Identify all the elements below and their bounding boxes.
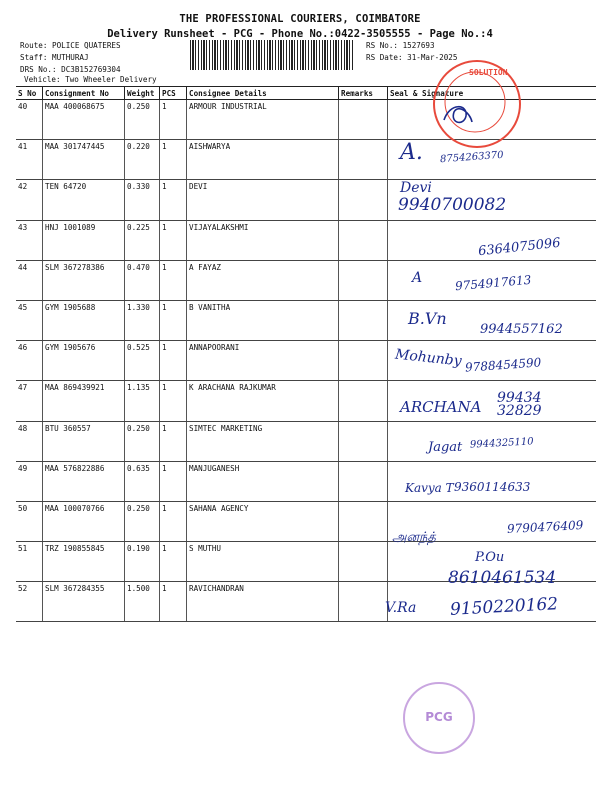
cell-sno: 47 [16, 381, 43, 421]
signature-phone-52: 9150220162 [449, 594, 559, 620]
signature-phone-43: 6364075096 [477, 235, 562, 260]
cell-consignment: GYM 1905676 [43, 341, 125, 381]
cell-remarks [339, 542, 388, 582]
col-remarks: Remarks [339, 87, 388, 100]
rs-number: RS No.: 1527693 [366, 41, 435, 50]
signature-phone-47: 99434 32829 [497, 390, 542, 419]
cell-consignee: DEVI [187, 180, 339, 220]
cell-sno: 43 [16, 220, 43, 260]
cell-consignee: ARMOUR INDUSTRIAL [187, 100, 339, 140]
cell-pcs: 1 [160, 542, 187, 582]
stamp-text: SOLUTION [469, 68, 508, 77]
cell-pcs: 1 [160, 260, 187, 300]
drs-number: DRS No.: DC3B152769304 [20, 65, 121, 74]
signature-name-42: Devi [400, 180, 432, 196]
cell-remarks [339, 582, 388, 622]
signature-mark: A. [400, 140, 423, 165]
cell-consignment: BTU 360557 [43, 421, 125, 461]
cell-remarks [339, 300, 388, 340]
table-row [16, 180, 596, 220]
cell-consignment: MAA 400068675 [43, 100, 125, 140]
table-row [16, 140, 596, 180]
signature-phone-50: 9790476409 [506, 518, 584, 536]
cell-pcs: 1 [160, 501, 187, 541]
cell-remarks [339, 220, 388, 260]
col-consignee: Consignee Details [187, 87, 339, 100]
col-consignment: Consignment No [43, 87, 125, 100]
signature-name-49: Kavya T [405, 481, 454, 495]
cell-pcs: 1 [160, 100, 187, 140]
signature-mark: B.Vn [408, 309, 447, 328]
cell-consignee: B VANITHA [187, 300, 339, 340]
cell-weight: 0.250 [125, 421, 160, 461]
signature-mark: A [412, 270, 423, 286]
cell-remarks [339, 180, 388, 220]
signature-phone-41: 8754263370 [439, 149, 504, 166]
signature-mark: அனந்த் [392, 530, 436, 545]
cell-remarks [339, 421, 388, 461]
cell-remarks [339, 140, 388, 180]
cell-consignment: SLM 367284355 [43, 582, 125, 622]
cell-pcs: 1 [160, 180, 187, 220]
signature-mark: Jagat [428, 440, 463, 455]
cell-consignee: K ARACHANA RAJKUMAR [187, 381, 339, 421]
vehicle-label: Vehicle: Two Wheeler Delivery [24, 75, 157, 84]
cell-remarks [339, 100, 388, 140]
col-pcs: PCS [160, 87, 187, 100]
cell-pcs: 1 [160, 140, 187, 180]
cell-consignment: SLM 367278386 [43, 260, 125, 300]
signature-phone-42: 9940700082 [398, 195, 507, 215]
cell-pcs: 1 [160, 381, 187, 421]
col-signature: Seal & Signature [388, 87, 597, 100]
cell-remarks [339, 341, 388, 381]
cell-consignee: SAHANA AGENCY [187, 501, 339, 541]
cell-sno: 51 [16, 542, 43, 582]
cell-consignment: TRZ 190855845 [43, 542, 125, 582]
cell-sno: 40 [16, 100, 43, 140]
col-sno: S No [16, 87, 43, 100]
cell-consignment: MAA 869439921 [43, 381, 125, 421]
cell-sno: 48 [16, 421, 43, 461]
cell-sno: 44 [16, 260, 43, 300]
cell-consignee: RAVICHANDRAN [187, 582, 339, 622]
pcg-seal [403, 682, 475, 754]
signature-phone-48: 9944325110 [469, 436, 534, 451]
signature-scribble-icon [440, 100, 476, 130]
seal-text: PCG [425, 710, 453, 724]
cell-pcs: 1 [160, 582, 187, 622]
cell-sno: 45 [16, 300, 43, 340]
cell-consignment: TEN 64720 [43, 180, 125, 220]
cell-weight: 0.635 [125, 461, 160, 501]
cell-consignment: MAA 100070766 [43, 501, 125, 541]
company-title: THE PROFESSIONAL COURIERS, COIMBATORE [179, 13, 421, 25]
cell-consignment: HNJ 1001089 [43, 220, 125, 260]
cell-weight: 0.470 [125, 260, 160, 300]
barcode [190, 40, 355, 70]
col-weight: Weight [125, 87, 160, 100]
cell-weight: 1.330 [125, 300, 160, 340]
signature-name-47: ARCHANA [400, 398, 482, 416]
cell-consignee: MANJUGANESH [187, 461, 339, 501]
cell-weight: 0.220 [125, 140, 160, 180]
cell-consignment: MAA 576822886 [43, 461, 125, 501]
cell-weight: 0.225 [125, 220, 160, 260]
signature-phone-44: 9754917613 [454, 272, 532, 294]
cell-consignment: GYM 1905688 [43, 300, 125, 340]
route-label: Route: POLICE QUATERES [20, 41, 121, 50]
cell-sno: 46 [16, 341, 43, 381]
cell-consignee: SIMTEC MARKETING [187, 421, 339, 461]
cell-sno: 50 [16, 501, 43, 541]
cell-weight: 0.250 [125, 501, 160, 541]
cell-consignment: MAA 301747445 [43, 140, 125, 180]
signature-mark: P.Ou [475, 550, 505, 565]
signature-mark: Mohunby [394, 346, 463, 370]
cell-consignee: ANNAPOORANI [187, 341, 339, 381]
cell-pcs: 1 [160, 300, 187, 340]
cell-pcs: 1 [160, 421, 187, 461]
cell-consignee: VIJAYALAKSHMI [187, 220, 339, 260]
cell-remarks [339, 461, 388, 501]
cell-weight: 0.525 [125, 341, 160, 381]
cell-consignee: S MUTHU [187, 542, 339, 582]
cell-weight: 1.500 [125, 582, 160, 622]
cell-remarks [339, 381, 388, 421]
cell-weight: 0.330 [125, 180, 160, 220]
runsheet-title: Delivery Runsheet - PCG - Phone No.:0422-3505555 - Page No.:4 [107, 28, 493, 40]
cell-weight: 0.250 [125, 100, 160, 140]
cell-weight: 0.190 [125, 542, 160, 582]
cell-pcs: 1 [160, 341, 187, 381]
staff-label: Staff: MUTHURAJ [20, 53, 89, 62]
signature-phone-49: 9360114633 [454, 480, 531, 494]
cell-pcs: 1 [160, 461, 187, 501]
cell-weight: 1.135 [125, 381, 160, 421]
cell-sno: 52 [16, 582, 43, 622]
cell-pcs: 1 [160, 220, 187, 260]
cell-sno: 42 [16, 180, 43, 220]
cell-sno: 41 [16, 140, 43, 180]
runsheet-table [16, 86, 596, 622]
signature-phone-46: 9788454590 [464, 355, 542, 375]
cell-sno: 49 [16, 461, 43, 501]
cell-remarks [339, 501, 388, 541]
signature-phone-45: 9944557162 [480, 322, 563, 337]
signature-mark: V.Ra [385, 600, 417, 616]
rs-date: RS Date: 31-Mar-2025 [366, 53, 458, 62]
cell-consignee: A FAYAZ [187, 260, 339, 300]
cell-remarks [339, 260, 388, 300]
cell-consignee: AISHWARYA [187, 140, 339, 180]
signature-phone-51: 8610461534 [448, 568, 557, 588]
